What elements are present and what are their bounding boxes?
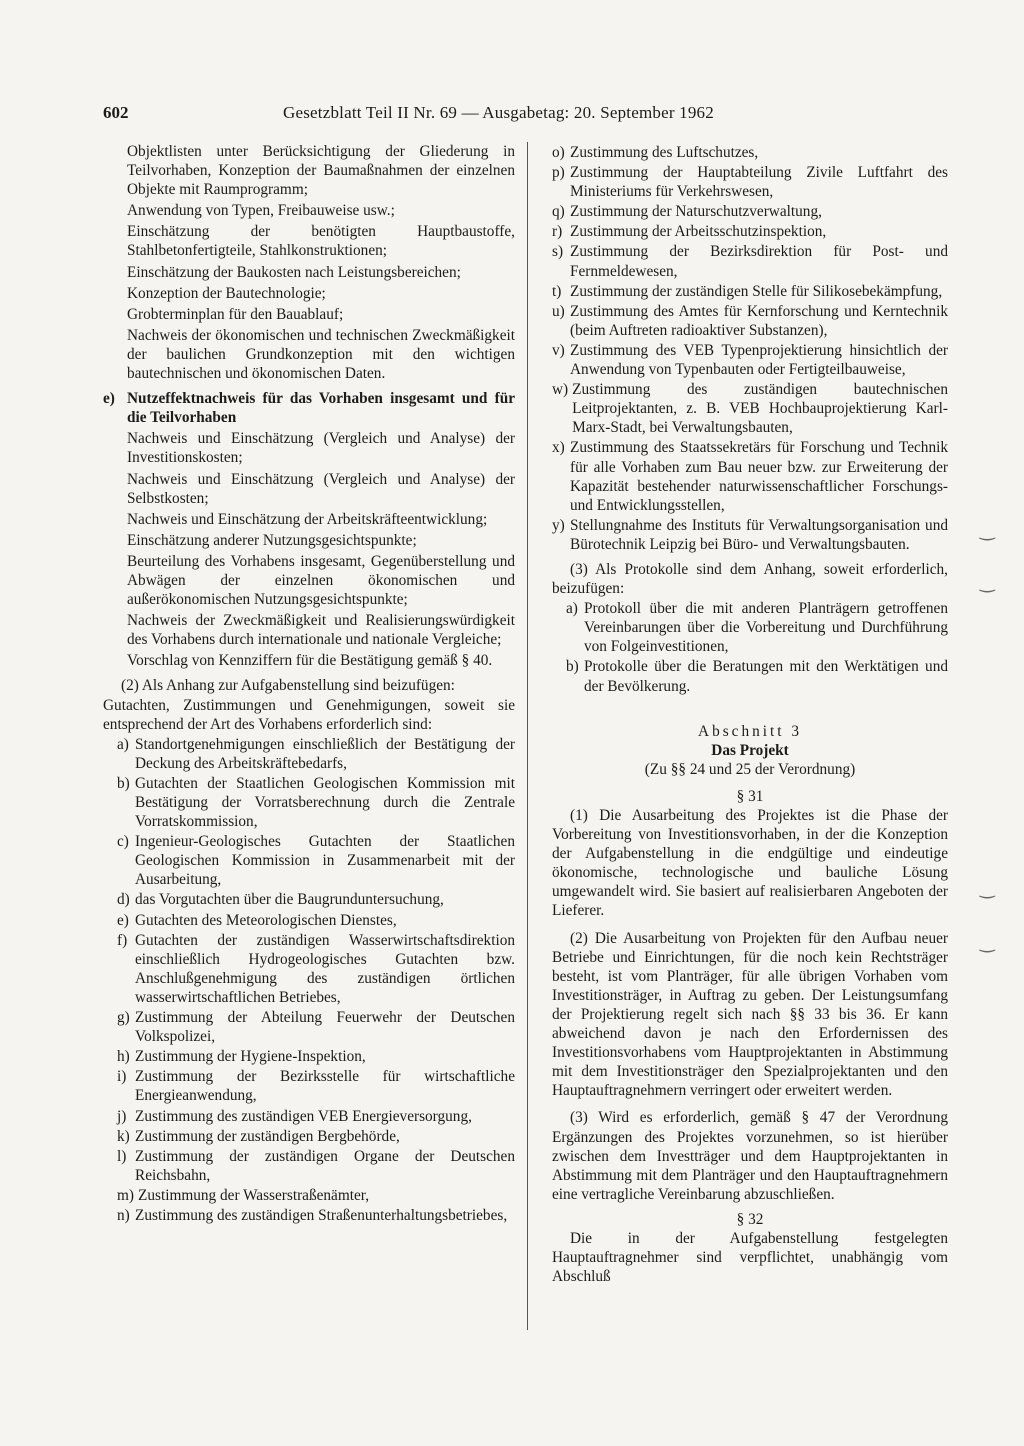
list-item-label: a) xyxy=(117,735,129,753)
list-item-text: Zustimmung der Hygiene-Inspektion, xyxy=(135,1048,366,1066)
list-item xyxy=(552,302,948,340)
list-item-text: Zustimmung der Wasserstraßenämter, xyxy=(138,1186,370,1204)
efficiency-item: Vorschlag von Kennziffern für die Bestätigung gemäß § 40. xyxy=(127,652,493,670)
object-lists-text: Objektlisten unter Berücksichtigung der Gliederung in Teilvorhaben, Konzeption der Baumaßnahmen der einzelnen Objekte mit Raumprogramm; xyxy=(127,143,515,199)
list-item xyxy=(103,1067,515,1105)
list-item-label: q) xyxy=(552,203,565,221)
header-title: Gesetzblatt Teil II Nr. 69 — Ausgabetag: 20. September 1962 xyxy=(283,103,714,122)
list-item-text: Zustimmung der Arbeitsschutzinspektion, xyxy=(570,223,827,241)
list-item-label: d) xyxy=(117,891,130,909)
list-item-label: v) xyxy=(552,341,565,359)
list-item-label: f) xyxy=(117,931,128,949)
list-item-label: b) xyxy=(566,658,579,676)
paragraph-2-intro: (2) Als Anhang zur Aufgabenstellung sind beizufügen: xyxy=(121,677,455,695)
list-item xyxy=(552,341,948,379)
list-item xyxy=(552,202,948,221)
list-item-label: y) xyxy=(552,516,565,534)
planning-item: Einschätzung der benötigten Hauptbaustoffe, Stahlbetonfertigteile, Stahlkonstruktionen; xyxy=(127,223,515,260)
list-item-label: r) xyxy=(552,223,563,241)
list-item-text: Protokoll über die mit anderen Planträgern getroffenen Vereinbarungen über die Vorbereitung und Durchführung von Folgeinvestitionen, xyxy=(584,600,948,656)
list-item xyxy=(552,282,948,301)
list-item-label: g) xyxy=(117,1009,130,1027)
planning-item: Anwendung von Typen, Freibauweise usw.; xyxy=(127,202,395,220)
efficiency-item: Beurteilung des Vorhabens insgesamt, Gegenüberstellung und Abwägen der einzelnen ökonomischen und außerökonomischen Nutzungsgesichtspunkte; xyxy=(127,552,515,609)
list-item xyxy=(103,832,515,889)
list-item-text: Zustimmung der zuständigen Organe der Deutschen Reichsbahn, xyxy=(135,1147,515,1184)
section-heading: Abschnitt 3 xyxy=(698,722,802,740)
list-item-label: w) xyxy=(552,381,569,399)
paragraph-32-heading: § 32 xyxy=(736,1210,764,1228)
list-item xyxy=(103,1008,515,1046)
list-item-label: c) xyxy=(117,833,129,851)
list-item-label: i) xyxy=(117,1068,127,1086)
efficiency-heading xyxy=(103,389,515,427)
list-item xyxy=(552,242,948,280)
margin-mark: ‿ xyxy=(980,520,995,540)
appendix-list xyxy=(103,735,515,1225)
list-item-label: e) xyxy=(117,911,129,929)
list-item-label: j) xyxy=(117,1107,127,1125)
list-item-text: Gutachten der zuständigen Wasserwirtschaftsdirektion einschließlich Hydrogeologisches Gutachten bzw. Anschlußgenehmigung des zuständigen örtlichen wasserwirtschaftlichen Betriebes, xyxy=(135,931,515,1006)
protocol-list xyxy=(552,599,948,695)
paragraph-31-2: (2) Die Ausarbeitung von Projekten für den Aufbau neuer Betriebe und Einrichtungen, für die noch kein Rechtsträger besteht, ist vom Planträger, für alle übrigen Vorhaben vom Investitionsträger, in Auftrag zu geben. Der Leistungsumfang der Projektierung regelt sich nach §§ 33 bis 36. Er kann abweichend davon je nach den Erfordernissen des Investitionsvorhabens vom Hauptprojektanten in Abstimmung mit dem Investitionsträger den Spezialprojektanten und den Hauptauftragnehmern verringert oder erweitert werden. xyxy=(552,929,948,1100)
efficiency-item: Einschätzung anderer Nutzungsgesichtspunkte; xyxy=(127,531,417,549)
list-item-text: Zustimmung des Amtes für Kernforschung und Kerntechnik (beim Auftreten radioaktiver Substanzen), xyxy=(570,302,948,339)
section-subtitle: (Zu §§ 24 und 25 der Verordnung) xyxy=(644,760,856,778)
list-item xyxy=(552,516,948,554)
efficiency-title: Nutzeffektnachweis für das Vorhaben insgesamt und für die Teilvorhaben xyxy=(127,390,515,427)
list-item-label: b) xyxy=(117,774,130,792)
list-item-text: Gutachten der Staatlichen Geologischen Kommission mit Bestätigung der Vorratsberechnung durch die Zentrale Vorratskommission, xyxy=(135,774,515,831)
list-item-text: Zustimmung des zuständigen bautechnischen Leitprojektanten, z. B. VEB Hochbauprojektierung Karl-Marx-Stadt, bei Verwaltungsbauten, xyxy=(572,381,948,437)
list-item-text: Stellungnahme des Instituts für Verwaltungsorganisation und Bürotechnik Leipzig bei Büro- und Verwaltungsbauten. xyxy=(570,516,948,553)
list-item-text: Zustimmung des zuständigen Straßenunterhaltungsbetriebes, xyxy=(135,1206,508,1224)
list-item-text: Standortgenehmigungen einschließlich der Bestätigung der Deckung des Arbeitskräftebedarfs, xyxy=(135,735,515,772)
list-item-text: Zustimmung der Naturschutzverwaltung, xyxy=(570,203,822,221)
item-label: e) xyxy=(103,390,115,408)
list-item xyxy=(566,657,948,695)
paragraph-31-3: (3) Wird es erforderlich, gemäß § 47 der Verordnung Ergänzungen des Projektes vorzunehmen, so ist hierüber zwischen dem Investträger und dem Hauptprojektanten in Abstimmung mit dem Planträger und den Hauptauftragnehmern eine vertragliche Vereinbarung abzuschließen. xyxy=(552,1109,948,1203)
list-item-text: Zustimmung des Luftschutzes, xyxy=(570,144,759,161)
planning-item: Grobterminplan für den Bauablauf; xyxy=(127,305,344,323)
list-item-text: Protokolle über die Beratungen mit den Werktätigen und der Bevölkerung. xyxy=(584,658,948,695)
list-item-text: Zustimmung der Bezirksstelle für wirtschaftliche Energieanwendung, xyxy=(135,1068,515,1105)
list-item xyxy=(103,1186,515,1205)
paragraph-31-1: (1) Die Ausarbeitung des Projektes ist die Phase der Vorbereitung von Investitionsvorhaben, in der die Konzeption der Aufgabenstellung in die endgültige und eindeutige ökonomische, technologische und bauliche Lösung umgewandelt wird. Sie basiert auf realisierbaren Angeboten der Lieferer. xyxy=(552,807,948,920)
efficiency-item: Nachweis und Einschätzung (Vergleich und Analyse) der Investitionskosten; xyxy=(127,430,515,467)
efficiency-item: Nachweis und Einschätzung der Arbeitskräfteentwicklung; xyxy=(127,510,488,528)
list-item xyxy=(103,890,515,909)
efficiency-item: Nachweis und Einschätzung (Vergleich und Analyse) der Selbstkosten; xyxy=(127,470,515,507)
list-item xyxy=(552,163,948,201)
planning-item: Einschätzung der Baukosten nach Leistungsbereichen; xyxy=(127,263,461,281)
margin-mark: ‿ xyxy=(980,572,995,592)
list-item-text: Zustimmung der zuständigen Bergbehörde, xyxy=(135,1127,400,1145)
list-item xyxy=(103,1127,515,1146)
list-item-label: k) xyxy=(117,1127,130,1145)
page-number: 602 xyxy=(103,103,129,122)
list-item-text: das Vorgutachten über die Baugrunduntersuchung, xyxy=(135,891,444,909)
list-item-label: s) xyxy=(552,243,564,261)
approval-list xyxy=(552,143,948,554)
list-item-text: Zustimmung des VEB Typenprojektierung hinsichtlich der Anwendung von Typenbauten oder Fertigteilbauweise, xyxy=(570,341,948,379)
list-item-label: t) xyxy=(552,282,562,300)
list-item-label: o) xyxy=(552,144,565,161)
list-item-text: Zustimmung des Staatssekretärs für Forschung und Technik für alle Vorhaben zum Bau neuer bzw. zur Erweiterung der Kapazität bestehender naturwissenschaftlicher Forschungs- und Entwicklungsstellen, xyxy=(570,439,948,514)
list-item-label: x) xyxy=(552,439,565,457)
list-item xyxy=(103,1047,515,1066)
list-item-text: Zustimmung des zuständigen VEB Energieversorgung, xyxy=(135,1107,472,1125)
planning-item: Konzeption der Bautechnologie; xyxy=(127,284,326,302)
list-item-label: p) xyxy=(552,164,565,182)
list-item xyxy=(103,931,515,1007)
list-item-text: Ingenieur-Geologisches Gutachten der Staatlichen Geologischen Kommission in Zusammenarbeit mit der Ausarbeitung, xyxy=(135,833,515,889)
list-item xyxy=(552,143,948,162)
list-item xyxy=(552,438,948,514)
list-item-label: u) xyxy=(552,302,565,320)
list-item-label: m) xyxy=(117,1186,134,1204)
list-item xyxy=(103,1107,515,1126)
list-item xyxy=(103,1206,515,1225)
list-item-text: Zustimmung der zuständigen Stelle für Silikosebekämpfung, xyxy=(570,282,943,300)
list-item-label: l) xyxy=(117,1147,127,1165)
list-item-label: h) xyxy=(117,1048,130,1066)
list-item-label: n) xyxy=(117,1206,130,1224)
paragraph-31-heading: § 31 xyxy=(736,787,764,805)
margin-mark: ‿ xyxy=(980,932,995,952)
list-item xyxy=(103,735,515,773)
list-item-text: Zustimmung der Abteilung Feuerwehr der Deutschen Volkspolizei, xyxy=(135,1009,515,1046)
paragraph-3-text: (3) Als Protokolle sind dem Anhang, soweit erforderlich, beizufügen: xyxy=(552,560,948,598)
right-column xyxy=(552,142,948,1286)
column-divider xyxy=(527,142,528,1330)
page-header xyxy=(103,100,783,126)
list-item xyxy=(552,222,948,241)
list-item xyxy=(566,599,948,656)
left-column xyxy=(103,142,515,1225)
list-item-label: a) xyxy=(566,600,578,618)
list-item xyxy=(552,380,948,437)
margin-mark: ‿ xyxy=(980,878,995,898)
list-item xyxy=(103,1147,515,1185)
list-item-text: Zustimmung der Hauptabteilung Zivile Luftfahrt des Ministeriums für Verkehrswesen, xyxy=(570,164,948,201)
section-title: Das Projekt xyxy=(711,741,789,759)
list-item-text: Gutachten des Meteorologischen Dienstes, xyxy=(135,911,397,929)
list-item-text: Zustimmung der Bezirksdirektion für Post- und Fernmeldewesen, xyxy=(570,243,948,280)
efficiency-item: Nachweis der Zweckmäßigkeit und Realisierungswürdigkeit des Vorhabens durch internationale und nationale Vergleiche; xyxy=(127,612,515,649)
list-item xyxy=(103,911,515,930)
planning-item: Nachweis der ökonomischen und technischen Zweckmäßigkeit der baulichen Grundkonzeption mit den wichtigen bautechnischen und ökonomischen Daten. xyxy=(127,326,515,383)
paragraph-2-text: Gutachten, Zustimmungen und Genehmigungen, soweit sie entsprechend der Art des Vorhabens erforderlich sind: xyxy=(103,696,515,733)
paragraph-32-text: Die in der Aufgabenstellung festgelegten Hauptauftragnehmer sind verpflichtet, unabhängig vom Abschluß xyxy=(552,1229,948,1286)
list-item xyxy=(103,774,515,831)
